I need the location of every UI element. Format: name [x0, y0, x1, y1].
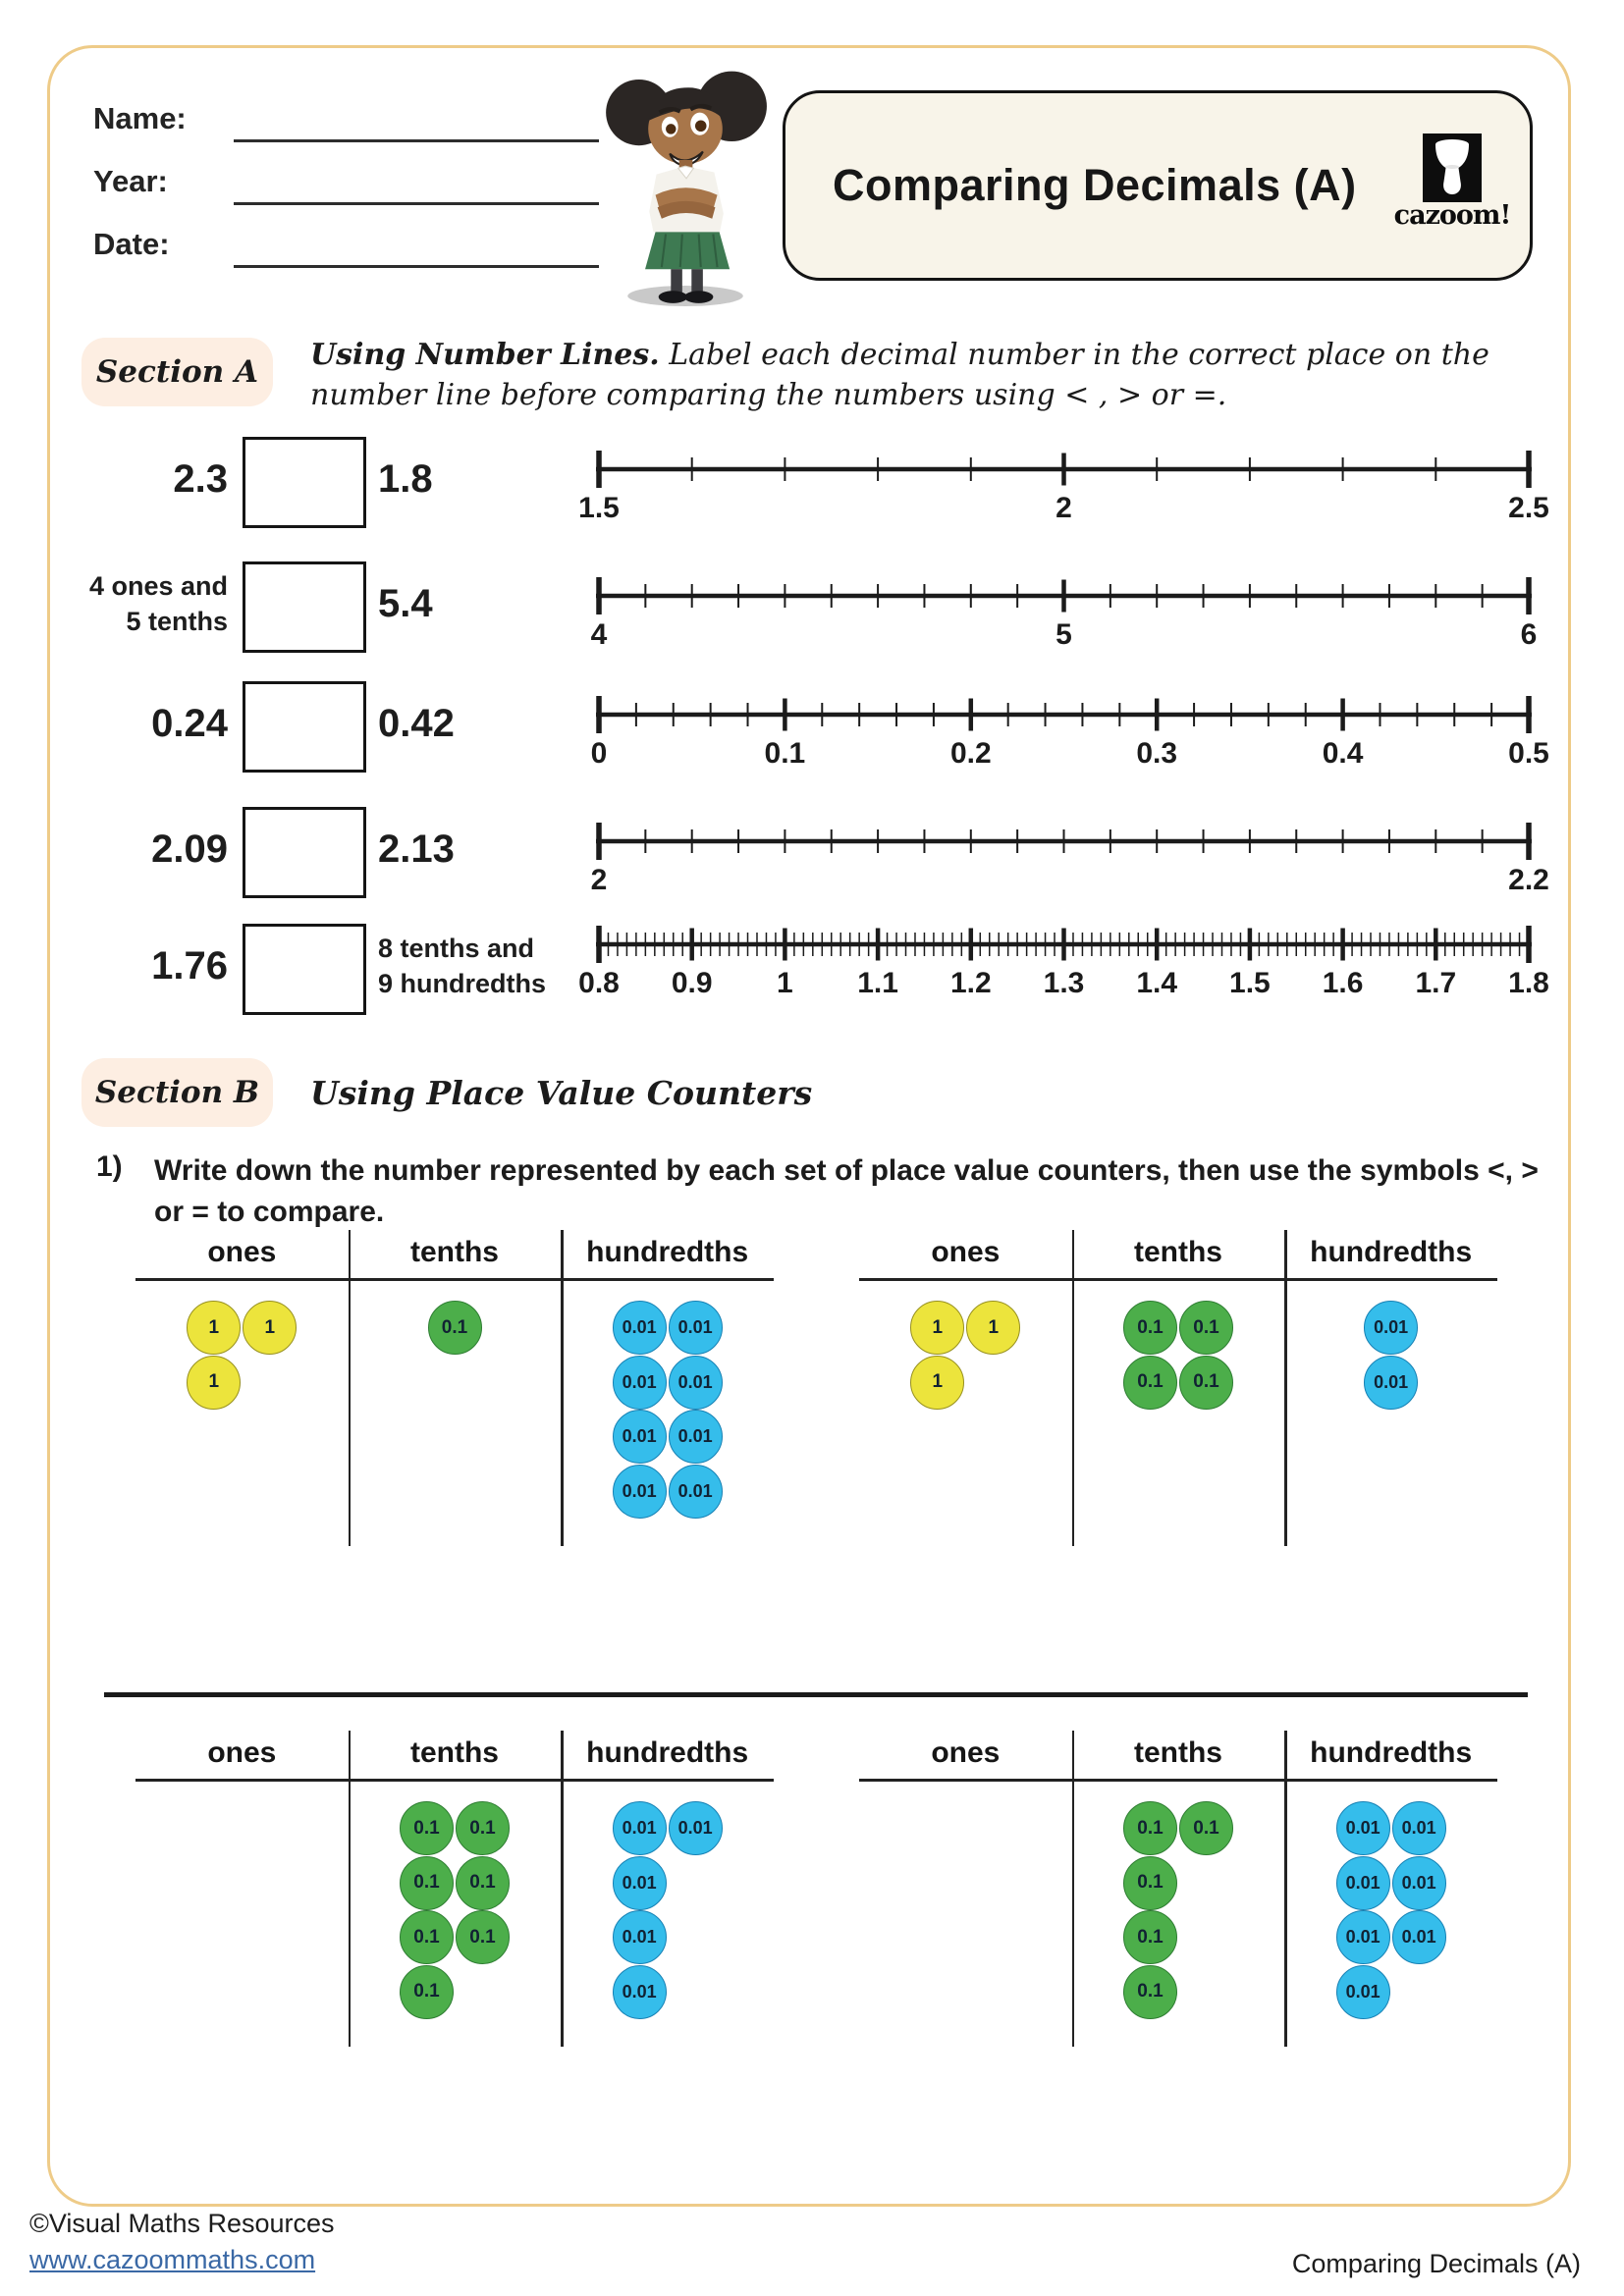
place-value-counter-tenths: 0.1 — [428, 1301, 482, 1355]
answer-box[interactable] — [243, 807, 366, 898]
place-value-counter-tenths: 0.1 — [400, 1801, 454, 1855]
place-value-counter-tenths: 0.1 — [1123, 1356, 1177, 1410]
number-line-5-tick-label: 1.4 — [1136, 967, 1178, 999]
table-column-divider — [349, 1731, 352, 2047]
number-line-5-tick-label: 1.3 — [1043, 967, 1085, 999]
place-value-counter-tenths: 0.1 — [456, 1801, 510, 1855]
place-value-counter-tenths: 0.1 — [1179, 1301, 1233, 1355]
place-value-counter-hundredths: 0.01 — [1392, 1801, 1446, 1855]
place-value-counter-tenths: 0.1 — [1123, 1301, 1177, 1355]
table-column-divider — [349, 1230, 352, 1546]
student-character-illustration — [597, 59, 774, 306]
place-value-counter-tenths: 0.1 — [1123, 1856, 1177, 1910]
answer-box[interactable] — [243, 561, 366, 653]
table-header-line — [135, 1779, 774, 1782]
section-a-instruction — [310, 336, 1538, 416]
column-header-tenths: tenths — [409, 1236, 499, 1268]
question-1-number: 1) — [96, 1150, 123, 1183]
table-header-line — [859, 1779, 1497, 1782]
date-label: Date: — [93, 227, 170, 261]
place-value-counter-hundredths: 0.01 — [669, 1301, 723, 1355]
number-line-3-tick-label: 0.2 — [949, 737, 992, 770]
number-line-5-tick-label: 1.6 — [1322, 967, 1364, 999]
comparison-value-left: 2.09 — [151, 828, 228, 871]
place-value-counter-hundredths: 0.01 — [669, 1465, 723, 1519]
date-field-line[interactable] — [234, 265, 599, 268]
comparison-value-left: 4 ones and 5 tenths — [88, 571, 228, 636]
place-value-counter-hundredths: 0.01 — [613, 1410, 667, 1464]
place-value-counter-ones: 1 — [187, 1356, 241, 1410]
place-value-counter-tenths: 0.1 — [1123, 1910, 1177, 1964]
place-value-counter-hundredths: 0.01 — [1336, 1801, 1390, 1855]
number-line-5-tick-label: 0.8 — [578, 967, 620, 999]
number-line-5-tick-label: 1.5 — [1229, 967, 1271, 999]
place-value-counter-hundredths: 0.01 — [613, 1465, 667, 1519]
number-line-1-tick-label: 2.5 — [1508, 492, 1549, 524]
year-label: Year: — [93, 164, 168, 198]
column-header-tenths: tenths — [409, 1736, 499, 1769]
place-value-counter-hundredths: 0.01 — [669, 1356, 723, 1410]
number-line-4 — [579, 812, 1620, 910]
answer-box[interactable] — [243, 924, 366, 1015]
column-header-ones: ones — [207, 1236, 277, 1268]
comparison-value-right: 0.42 — [378, 702, 455, 745]
place-value-counter-ones: 1 — [910, 1356, 964, 1410]
page-title: Comparing Decimals (A) — [833, 160, 1357, 210]
place-value-counter-hundredths: 0.01 — [669, 1410, 723, 1464]
comparison-value-left: 1.76 — [151, 944, 228, 988]
number-line-5-tick-label: 1.1 — [857, 967, 898, 999]
place-value-counter-tenths: 0.1 — [400, 1910, 454, 1964]
column-header-hundredths: hundredths — [1310, 1236, 1473, 1268]
cazoom-logo-icon — [1423, 133, 1482, 202]
column-header-ones: ones — [207, 1736, 277, 1769]
place-value-counter-hundredths: 0.01 — [613, 1965, 667, 2019]
place-value-counter-hundredths: 0.01 — [1364, 1301, 1418, 1355]
place-value-counter-ones: 1 — [187, 1301, 241, 1355]
column-header-hundredths: hundredths — [586, 1736, 749, 1769]
table-column-divider — [1072, 1731, 1075, 2047]
number-line-1 — [579, 440, 1620, 538]
footer-doc-title: Comparing Decimals (A) — [1291, 2249, 1581, 2278]
comparison-value-right: 8 tenths and 9 hundredths — [378, 934, 547, 998]
section-b-heading: Using Place Value Counters — [310, 1074, 813, 1112]
number-line-5 — [579, 915, 1620, 1013]
section-b-label: Section B — [81, 1058, 273, 1127]
number-line-3-tick-label: 0.5 — [1508, 737, 1549, 770]
copyright-text: ©Visual Maths Resources — [29, 2209, 335, 2238]
place-value-counter-hundredths: 0.01 — [669, 1801, 723, 1855]
name-field-line[interactable] — [234, 139, 599, 142]
place-value-counter-ones: 1 — [910, 1301, 964, 1355]
number-line-5-tick-label: 1.7 — [1415, 967, 1457, 999]
table-column-divider — [1072, 1230, 1075, 1546]
number-line-5-tick-label: 1.2 — [949, 967, 992, 999]
column-header-hundredths: hundredths — [586, 1236, 749, 1268]
number-line-4-tick-label: 2 — [590, 864, 608, 896]
table-column-divider — [561, 1230, 564, 1546]
number-line-3-tick-label: 0.1 — [764, 737, 806, 770]
place-value-counter-hundredths: 0.01 — [1336, 1910, 1390, 1964]
number-line-2-tick-label: 5 — [1056, 618, 1072, 651]
place-value-counter-hundredths: 0.01 — [613, 1301, 667, 1355]
number-line-5-tick-label: 0.9 — [671, 967, 713, 999]
column-header-hundredths: hundredths — [1310, 1736, 1473, 1769]
number-line-2-tick-label: 4 — [590, 618, 608, 651]
place-value-counter-tenths: 0.1 — [456, 1910, 510, 1964]
place-value-counter-tenths: 0.1 — [400, 1965, 454, 2019]
number-line-5-tick-label: 1 — [777, 967, 793, 999]
place-value-counter-hundredths: 0.01 — [1336, 1856, 1390, 1910]
place-value-counter-hundredths: 0.01 — [1392, 1856, 1446, 1910]
question-1-text: Write down the number represented by each set of place value counters, then use the symbols <, > or = to compare. — [154, 1154, 1539, 1228]
place-value-counter-tenths: 0.1 — [1179, 1801, 1233, 1855]
number-line-3 — [579, 685, 1620, 783]
number-line-1-tick-label: 2 — [1056, 492, 1072, 524]
section-divider-line — [104, 1692, 1528, 1697]
number-line-2 — [579, 566, 1620, 665]
number-line-5-tick-label: 1.8 — [1508, 967, 1549, 999]
comparison-value-right: 1.8 — [378, 457, 433, 501]
place-value-counter-tenths: 0.1 — [1179, 1356, 1233, 1410]
column-header-ones: ones — [931, 1236, 1001, 1268]
place-value-counter-tenths: 0.1 — [456, 1856, 510, 1910]
place-value-counter-tenths: 0.1 — [1123, 1965, 1177, 2019]
answer-box[interactable] — [243, 437, 366, 528]
website-link[interactable]: www.cazoommaths.com — [29, 2245, 316, 2274]
number-line-3-tick-label: 0 — [590, 737, 608, 770]
number-line-2-tick-label: 6 — [1520, 618, 1538, 651]
place-value-counter-tenths: 0.1 — [400, 1856, 454, 1910]
place-value-counter-ones: 1 — [966, 1301, 1020, 1355]
number-line-1-tick-label: 1.5 — [578, 492, 620, 524]
place-value-counter-hundredths: 0.01 — [1364, 1356, 1418, 1410]
number-line-3-tick-label: 0.4 — [1322, 737, 1364, 770]
number-line-3-tick-label: 0.3 — [1136, 737, 1178, 770]
place-value-counter-hundredths: 0.01 — [613, 1801, 667, 1855]
column-header-tenths: tenths — [1133, 1236, 1222, 1268]
answer-box[interactable] — [243, 681, 366, 773]
table-column-divider — [561, 1731, 564, 2047]
place-value-counter-tenths: 0.1 — [1123, 1801, 1177, 1855]
table-header-line — [859, 1278, 1497, 1281]
comparison-value-right: 5.4 — [378, 582, 433, 625]
table-column-divider — [1284, 1230, 1287, 1546]
table-header-line — [135, 1278, 774, 1281]
place-value-counter-hundredths: 0.01 — [613, 1356, 667, 1410]
number-line-4-tick-label: 2.2 — [1508, 864, 1549, 896]
cazoom-logo-text: cazoom! — [1393, 200, 1511, 231]
section-a-instruction-text: Label each decimal number in the correct place on the number line before comparing the numbers using < , > or =. — [310, 338, 1489, 412]
column-header-tenths: tenths — [1133, 1736, 1222, 1769]
place-value-counter-hundredths: 0.01 — [613, 1910, 667, 1964]
place-value-counter-hundredths: 0.01 — [1392, 1910, 1446, 1964]
worksheet-title-box — [783, 90, 1533, 281]
table-column-divider — [1284, 1731, 1287, 2047]
comparison-value-left: 2.3 — [173, 457, 228, 501]
section-a-label: Section A — [81, 338, 273, 406]
section-a-heading: Using Number Lines. — [310, 338, 660, 372]
comparison-value-right: 2.13 — [378, 828, 455, 871]
year-field-line[interactable] — [234, 202, 599, 205]
place-value-counter-ones: 1 — [243, 1301, 297, 1355]
place-value-counter-hundredths: 0.01 — [1336, 1965, 1390, 2019]
name-label: Name: — [93, 101, 187, 135]
place-value-counter-hundredths: 0.01 — [613, 1856, 667, 1910]
column-header-ones: ones — [931, 1736, 1001, 1769]
comparison-value-left: 0.24 — [151, 702, 228, 745]
